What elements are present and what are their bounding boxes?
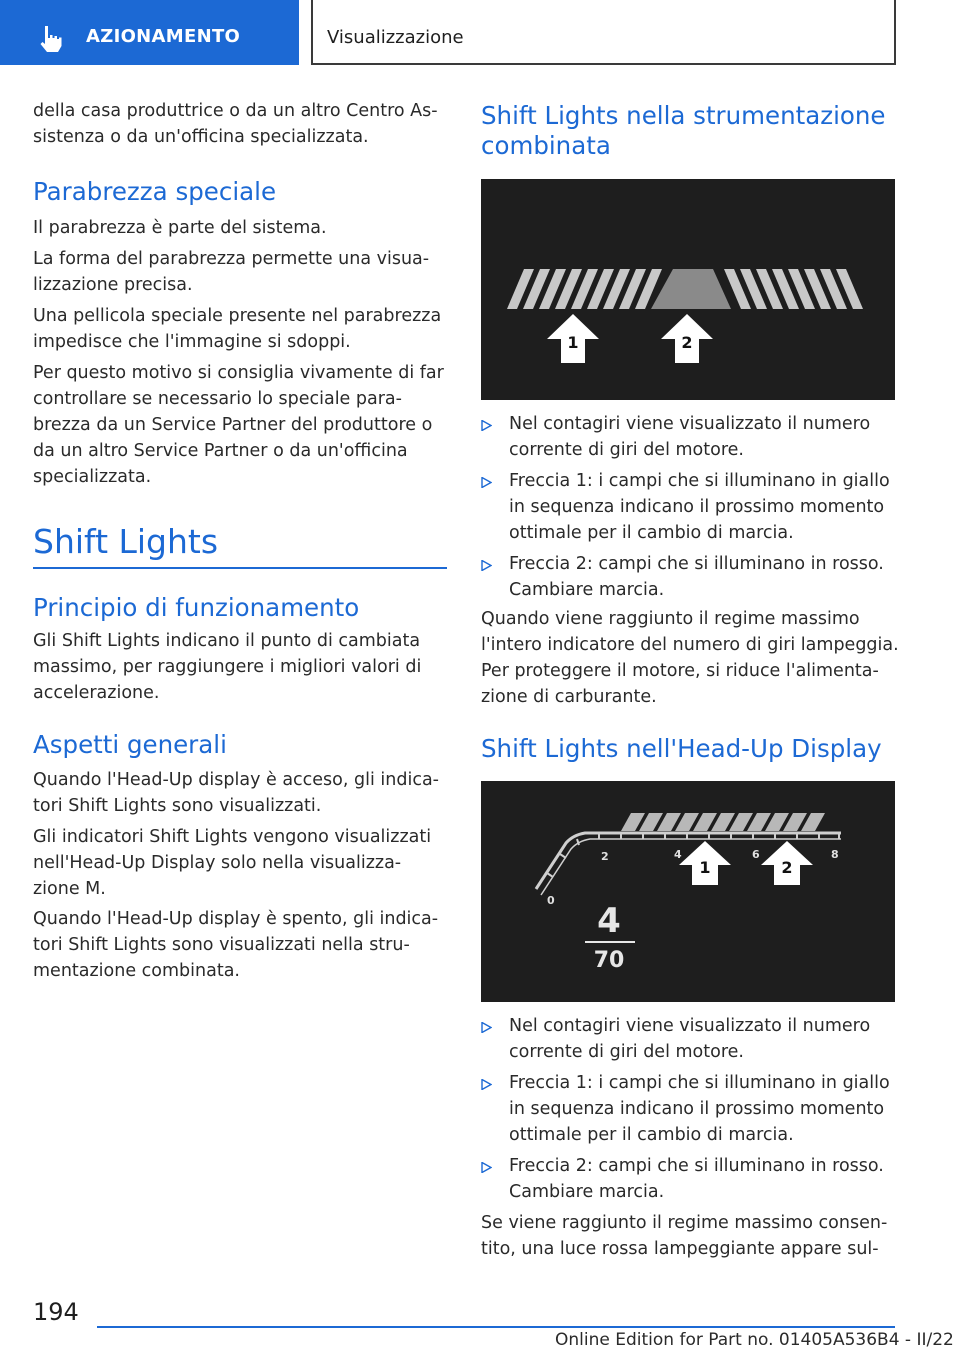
text-line: La forma del parabrezza permette una visua- [33, 249, 430, 269]
hud-shift-lights-figure [481, 781, 895, 1002]
scale-label: 0 [547, 894, 555, 907]
text-line: controllare se necessario lo speciale para- [33, 389, 402, 409]
text-line: Gli indicatori Shift Lights vengono visualizzati [33, 827, 432, 847]
text-line: in sequenza indicano il prossimo momento [509, 497, 885, 517]
text-line: accelerazione. [33, 683, 160, 703]
triangle-bullet-icon [481, 477, 492, 488]
text-line: Se viene raggiunto il regime massimo consen- [481, 1213, 888, 1233]
principle-paragraph [33, 628, 421, 706]
right-segment-bar [724, 269, 863, 309]
text-line: Una pellicola speciale presente nel parabrezza [33, 306, 442, 326]
hand-pointer-icon [36, 24, 66, 54]
triangle-bullet-icon [481, 1022, 492, 1033]
hud-speed: 70 [593, 948, 625, 973]
text-line: Quando l'Head-Up display è spento, gli indica- [33, 909, 439, 929]
text-line: nell'Head-Up Display solo nella visualizza- [33, 853, 402, 873]
text-line: Nel contagiri viene visualizzato il numero [509, 414, 871, 434]
text-line: Freccia 1: i campi che si illuminano in giallo [509, 471, 890, 491]
text-line: Quando l'Head-Up display è acceso, gli indica- [33, 770, 439, 790]
cluster-illustration [481, 179, 895, 400]
text-line: ottimale per il cambio di marcia. [509, 1125, 794, 1145]
text-line: Il parabrezza è parte del sistema. [33, 218, 327, 238]
text-line: brezza da un Service Partner del produttore o [33, 415, 433, 435]
text-line: Per questo motivo si consiglia vivamente di far [33, 363, 444, 383]
text-line: specializzata. [33, 467, 152, 487]
triangle-bullet-icon [481, 420, 492, 431]
text-line: zione di carburante. [481, 687, 657, 707]
scale-label: 4 [674, 848, 682, 861]
hud-arrow-1-label: 1 [699, 858, 711, 877]
text-line: tito, una luce rossa lampeggiante appare sul- [481, 1239, 879, 1259]
scale-label: 6 [752, 848, 760, 861]
heading-line: Shift Lights nella strumentazione [481, 101, 886, 130]
cluster-paragraph [481, 606, 899, 710]
hud-heading: Shift Lights nell'Head-Up Display [481, 734, 882, 763]
text-line: Freccia 2: campi che si illuminano in rosso. [509, 554, 884, 574]
general-paragraph-1 [33, 767, 439, 819]
footer-rule [97, 1326, 895, 1328]
heading-line: combinata [481, 131, 611, 160]
hud-segment-bar [621, 813, 825, 831]
hud-illustration [481, 781, 895, 1002]
text-line: Freccia 1: i campi che si illuminano in giallo [509, 1073, 890, 1093]
text-line: da un altro Service Partner o da un'officina [33, 441, 408, 461]
text-line: impedisce che l'immagine si sdoppi. [33, 332, 351, 352]
windscreen-paragraph-2 [33, 246, 429, 298]
text-line: in sequenza indicano il prossimo momento [509, 1099, 885, 1119]
text-line: Freccia 2: campi che si illuminano in rosso. [509, 1156, 884, 1176]
intro-paragraph [33, 98, 438, 150]
section-tab[interactable] [0, 0, 299, 65]
page-number: 194 [33, 1298, 79, 1326]
general-heading: Aspetti generali [33, 730, 227, 759]
text-line: lizzazione precisa. [33, 275, 193, 295]
windscreen-paragraph-3 [33, 303, 441, 355]
topic-tab[interactable] [311, 0, 896, 65]
hud-arrow-2-label: 2 [781, 858, 793, 877]
text-line: tori Shift Lights sono visualizzati. [33, 796, 322, 816]
windscreen-paragraph-1 [33, 215, 327, 241]
topic-label: Visualizzazione [327, 27, 464, 48]
general-paragraph-2 [33, 824, 431, 902]
triangle-bullet-icon [481, 1162, 492, 1173]
general-paragraph-3 [33, 906, 438, 984]
text-line: tori Shift Lights sono visualizzati nella stru- [33, 935, 410, 955]
text-line: Gli Shift Lights indicano il punto di cambiata [33, 631, 421, 651]
hud-paragraph [481, 1210, 887, 1262]
text-line: corrente di giri del motore. [509, 440, 744, 460]
hud-gear: 4 [597, 901, 621, 941]
text-line: Quando viene raggiunto il regime massimo [481, 609, 860, 629]
shift-lights-title: Shift Lights [33, 522, 219, 561]
scale-label: 8 [831, 848, 839, 861]
edition-note: Online Edition for Part no. 01405A536B4 - II/22 [555, 1330, 954, 1350]
cluster-heading [481, 101, 886, 161]
text-line: Cambiare marcia. [509, 580, 665, 600]
text-line: della casa produttrice o da un altro Centro As- [33, 101, 438, 121]
center-segment [651, 269, 731, 309]
arrow-2-label: 2 [681, 333, 693, 352]
left-segment-bar [507, 269, 662, 309]
text-line: corrente di giri del motore. [509, 1042, 744, 1062]
section-label: AZIONAMENTO [86, 26, 241, 47]
principle-heading: Principio di funzionamento [33, 593, 360, 622]
scale-label: 2 [601, 850, 609, 863]
windscreen-paragraph-4 [33, 360, 444, 490]
windscreen-heading: Parabrezza speciale [33, 177, 277, 206]
text-line: ottimale per il cambio di marcia. [509, 523, 794, 543]
arrow-1-label: 1 [567, 333, 579, 352]
title-rule [33, 567, 447, 569]
cluster-shift-lights-figure [481, 179, 895, 400]
text-line: mentazione combinata. [33, 961, 240, 981]
triangle-bullet-icon [481, 560, 492, 571]
text-line: Nel contagiri viene visualizzato il numero [509, 1016, 871, 1036]
text-line: zione M. [33, 879, 106, 899]
text-line: Cambiare marcia. [509, 1182, 665, 1202]
text-line: Per proteggere il motore, si riduce l'alimenta- [481, 661, 879, 681]
text-line: l'intero indicatore del numero di giri lampeggia. [481, 635, 899, 655]
text-line: massimo, per raggiungere i migliori valori di [33, 657, 422, 677]
triangle-bullet-icon [481, 1079, 492, 1090]
text-line: sistenza o da un'officina specializzata. [33, 127, 369, 147]
